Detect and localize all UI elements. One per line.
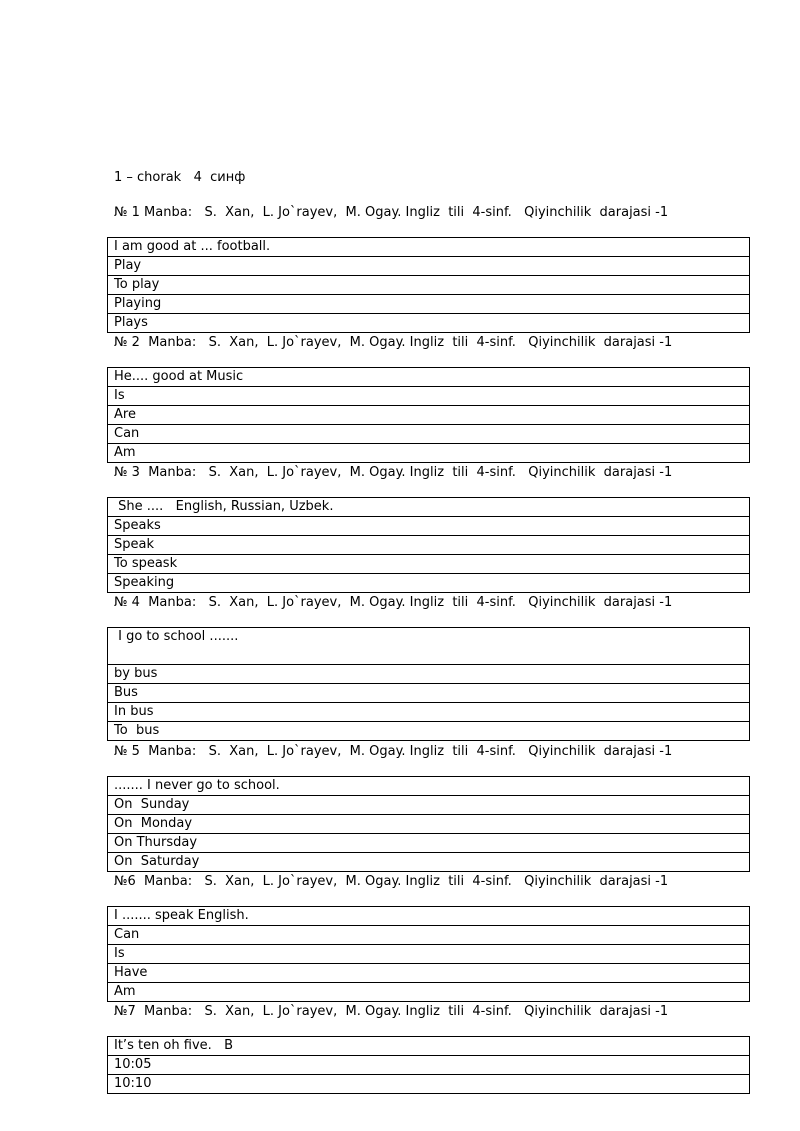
answer-option: Can [108,926,750,945]
question-table [107,627,750,741]
quarter-header: 1 – chorak 4 синф [114,170,246,185]
question-table [107,497,750,593]
question-prompt: ....... I never go to school. [108,777,750,796]
question-table [107,906,750,1002]
answer-option: On Saturday [108,853,750,872]
question-prompt: I go to school ....... [108,628,750,665]
question-prompt: He.... good at Music [108,368,750,387]
answer-option: On Monday [108,815,750,834]
answer-option: by bus [108,665,750,684]
question-prompt: I am good at ... football. [108,238,750,257]
answer-option: Playing [108,295,750,314]
answer-option: Plays [108,314,750,333]
question-source: № 5 Manba: S. Xan, L. Jo`rayev, M. Ogay. Ingliz tili 4-sinf. Qiyinchilik darajasi -1 [114,744,673,759]
question-table [107,367,750,463]
question-prompt: I ....... speak English. [108,907,750,926]
question-source: № 1 Manba: S. Xan, L. Jo`rayev, M. Ogay. Ingliz tili 4-sinf. Qiyinchilik darajasi -1 [114,205,669,220]
answer-option: Speaks [108,517,750,536]
answer-option: In bus [108,703,750,722]
answer-option: Can [108,425,750,444]
answer-option: Speak [108,536,750,555]
question-table [107,776,750,872]
answer-option: 10:10 [108,1075,750,1094]
question-source: № 3 Manba: S. Xan, L. Jo`rayev, M. Ogay. Ingliz tili 4-sinf. Qiyinchilik darajasi -1 [114,465,673,480]
answer-option: 10:05 [108,1056,750,1075]
answer-option: Speaking [108,574,750,593]
question-source: №7 Manba: S. Xan, L. Jo`rayev, M. Ogay. Ingliz tili 4-sinf. Qiyinchilik darajasi -1 [114,1004,669,1019]
answer-option: Is [108,387,750,406]
question-prompt: It’s ten oh five. B [108,1037,750,1056]
answer-option: Bus [108,684,750,703]
question-source: №6 Manba: S. Xan, L. Jo`rayev, M. Ogay. Ingliz tili 4-sinf. Qiyinchilik darajasi -1 [114,874,669,889]
answer-option: To bus [108,722,750,741]
answer-option: To speask [108,555,750,574]
question-prompt: She .... English, Russian, Uzbek. [108,498,750,517]
answer-option: On Thursday [108,834,750,853]
question-source: № 4 Manba: S. Xan, L. Jo`rayev, M. Ogay. Ingliz tili 4-sinf. Qiyinchilik darajasi -1 [114,595,673,610]
question-table [107,237,750,333]
answer-option: On Sunday [108,796,750,815]
question-source: № 2 Manba: S. Xan, L. Jo`rayev, M. Ogay. Ingliz tili 4-sinf. Qiyinchilik darajasi -1 [114,335,673,350]
answer-option: To play [108,276,750,295]
answer-option: Am [108,983,750,1002]
answer-option: Is [108,945,750,964]
question-table [107,1036,750,1094]
answer-option: Are [108,406,750,425]
answer-option: Am [108,444,750,463]
answer-option: Play [108,257,750,276]
answer-option: Have [108,964,750,983]
